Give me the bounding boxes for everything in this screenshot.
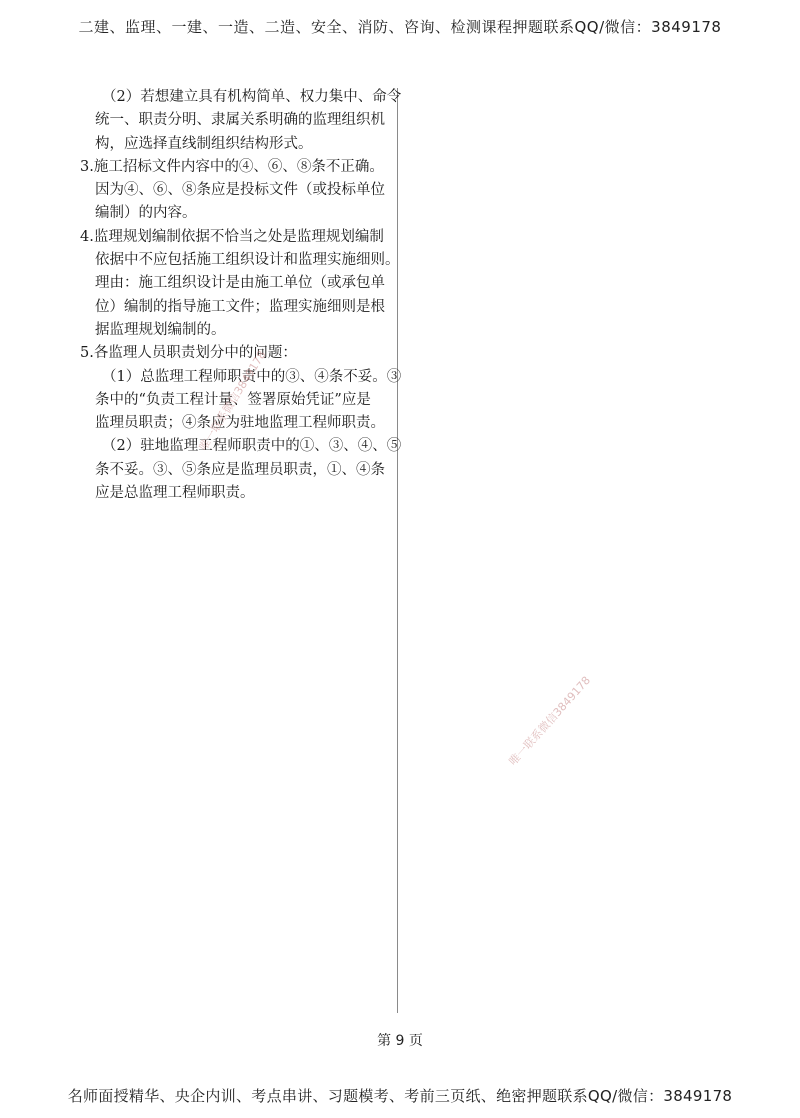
footer-banner: 名师面授精华、央企内训、考点串讲、习题模考、考前三页纸、绝密押题联系QQ/微信：3849178 (67, 1087, 733, 1105)
text-line: 构，应选择直线制组织结构形式。 (95, 135, 313, 152)
text-line: 3.施工招标文件内容中的④、⑥、⑧条不正确。 (80, 158, 384, 175)
text-line: 监理员职责；④条应为驻地监理工程师职责。 (95, 415, 385, 432)
text-line: 据监理规划编制的。 (95, 321, 226, 338)
text-line: 因为④、⑥、⑧条应是投标文件（或投标单位 (95, 182, 385, 199)
text-line: 条不妥。③、⑤条应是监理员职责，①、④条 (95, 461, 385, 478)
text-line: 5.各监理人员职责划分中的问题： (80, 345, 297, 362)
text-line: （2）若想建立具有机构简单、权力集中、命令 (102, 89, 402, 105)
page-number: 第 9 页 (377, 1033, 423, 1049)
text-line: 4.监理规划编制依据不恰当之处是监理规划编制 (80, 228, 384, 245)
header-banner: 二建、监理、一建、一造、二造、安全、消防、咨询、检测课程押题联系QQ/微信：3849178 (78, 18, 722, 36)
answer-text-column (80, 86, 402, 505)
text-line: 应是总监理工程师职责。 (95, 485, 255, 502)
watermark-left: 唯一联系微信3849178 (196, 348, 269, 453)
text-line: （1）总监理工程师职责中的③、④条不妥。③ (102, 368, 402, 385)
text-line: 依据中不应包括施工组织设计和监理实施细则。 (95, 252, 400, 269)
text-line: 编制）的内容。 (95, 205, 197, 222)
column-divider (397, 88, 398, 1013)
watermark-right: 唯一联系微信3849178 (506, 673, 594, 769)
text-line: 位）编制的指导施工文件；监理实施细则是根 (95, 298, 385, 315)
text-line: （2）驻地监理工程师职责中的①、③、④、⑤ (102, 438, 402, 455)
text-line: 理由：施工组织设计是由施工单位（或承包单 (95, 275, 385, 292)
text-line: 统一、职责分明、隶属关系明确的监理组织机 (95, 112, 385, 129)
text-line: 条中的“负责工程计量、签署原始凭证”应是 (95, 391, 371, 408)
